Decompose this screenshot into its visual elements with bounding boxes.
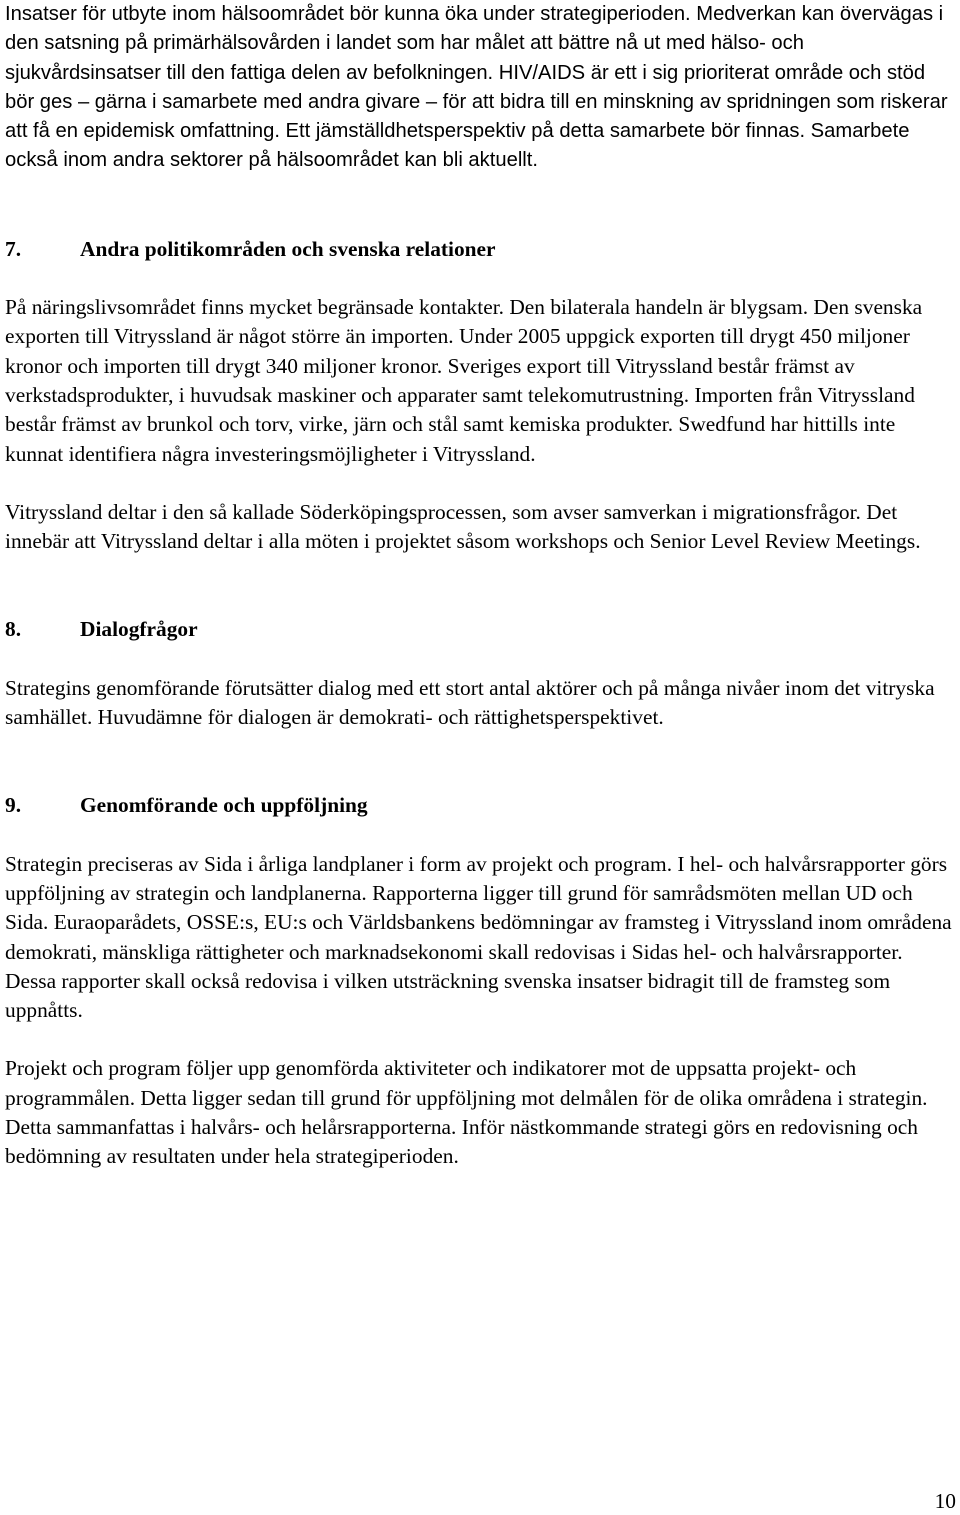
section-7-paragraph-1: På näringslivsområdet finns mycket begränsade kontakter. Den bilaterala handeln är blygsam. Den svenska exporten till Vitryssland är något större än importen. Under 2005 uppgick exporten till drygt 450 miljoner kronor och importen till drygt 340 miljoner kronor. Sveriges export till Vitryssland består främst av verkstadsprodukter, i huvudsak maskiner och apparater samt telekomutrustning. Importen från Vitryssland består främst av brunkol och torv, virke, järn och stål samt kemiska produkter. Swedfund har hittills inte kunnat identifiera några investeringsmöjligheter i Vitryssland. (5, 295, 923, 466)
section-9-title: Genomförande och uppföljning (80, 793, 368, 818)
section-9-heading (5, 791, 957, 820)
section-7-paragraph-2: Vitryssland deltar i den så kallade Söderköpingsprocessen, som avser samverkan i migrationsfrågor. Det innebär att Vitryssland deltar i alla möten i projektet såsom workshops och Senior Level Review Meetings. (5, 499, 921, 554)
section-7-heading (5, 235, 957, 264)
section-7-number: 7. (5, 236, 22, 261)
section-8-number: 8. (5, 617, 22, 642)
document-page (5, 0, 957, 1172)
intro-paragraph: Insatser för utbyte inom hälsoområdet bör kunna öka under strategiperioden. Medverkan kan övervägas i den satsning på primärhälsovården i landet som har målet att bättre nå ut med hälso- och sjukvårdsinsatser till den fattiga delen av befolkningen. HIV/AIDS är ett i sig prioriterat område och stöd bör ges – gärna i samarbete med andra givare – för att bidra till en minskning av spridningen som riskerar att få en epidemisk omfattning. Ett jämställdhetsperspektiv på detta samarbete bör finnas. Samarbete också inom andra sektorer på hälsoområdet kan bli aktuellt. (5, 3, 948, 172)
section-9-number: 9. (5, 793, 22, 818)
section-8-heading (5, 615, 957, 644)
section-8-title: Dialogfrågor (80, 617, 198, 642)
section-7-title: Andra politikområden och svenska relationer (80, 236, 496, 261)
page-number: 10 (934, 1489, 956, 1513)
section-8-paragraph-1: Strategins genomförande förutsätter dialog med ett stort antal aktörer och på många nivåer inom det vitryska samhället. Huvudämne för dialogen är demokrati- och rättighetsperspektivet. (5, 675, 935, 730)
section-9-paragraph-1: Strategin preciseras av Sida i årliga landplaner i form av projekt och program. I hel- och halvårsrapporter görs uppföljning av strategin och landplanerna. Rapporterna ligger till grund för samrådsmöten mellan UD och Sida. Euraoparådets, OSSE:s, EU:s och Världsbankens bedömningar av framsteg i Vitryssland inom områdena demokrati, mänskliga rättigheter och marknadsekonomi skall redovisas i Sidas hel- och halvårsrapporter. Dessa rapporter skall också redovisa i vilken utsträckning svenska insatser bidragit till de framsteg som uppnåtts. (5, 851, 952, 1023)
section-9-paragraph-2: Projekt och program följer upp genomförda aktiviteter och indikatorer mot de uppsatta projekt- och programmålen. Detta ligger sedan till grund för uppföljning mot delmålen för de olika områdena i strategin. Detta sammanfattas i halvårs- och helårsrapporterna. Inför nästkommande strategi görs en redovisning och bedömning av resultaten under hela strategiperioden. (5, 1056, 928, 1169)
